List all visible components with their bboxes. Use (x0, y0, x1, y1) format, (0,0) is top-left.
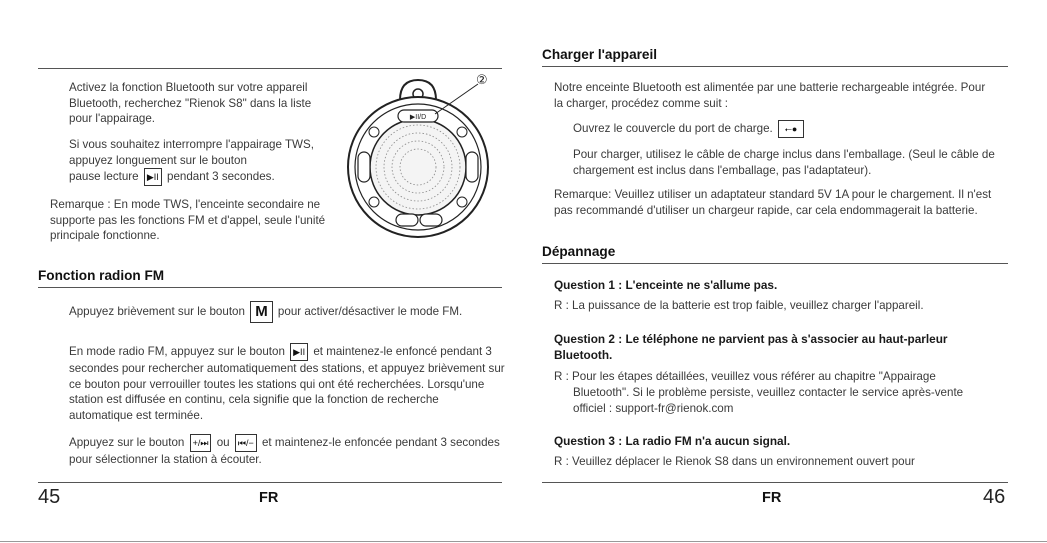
bluetooth-pairing-text: Activez la fonction Bluetooth sur votre appareil Bluetooth, recherchez "Rienok S8" dans la liste pour l'appairage. (69, 81, 312, 125)
question-1: Question 1 : L'enceinte ne s'allume pas. (554, 278, 778, 292)
answer-2-line-1: R : Pour les étapes détaillées, veuillez vous référer au chapitre "Appairage (554, 370, 936, 383)
answer-3: R : Veuillez déplacer le Rienok S8 dans un environnement ouvert pour (554, 455, 915, 468)
answer-2-rest: Bluetooth". Si le problème persiste, veuillez contacter le service après-vente officiel : support-fr@rienok.com (573, 386, 964, 415)
question-2: Question 2 : Le téléphone ne parvient pas à s'associer au haut-parleur Bluetooth. (554, 332, 948, 362)
footer-rule-left (38, 482, 502, 483)
tws-interrupt-text: Si vous souhaitez interrompre l'appairage TWS, appuyez longuement sur le bouton pause lecture ▶II pendant 3 secondes. (69, 137, 331, 186)
bottom-edge-rule (0, 541, 1047, 542)
page-number-right: 46 (983, 486, 1006, 508)
fm-toggle-text: Appuyez brièvement sur le bouton M pour activer/désactiver le mode FM. (69, 301, 505, 323)
speaker-diagram (340, 72, 500, 252)
play-pause-key-icon: ▶II (290, 343, 308, 361)
top-rule-left (38, 68, 502, 69)
charge-heading: Charger l'appareil (542, 47, 658, 62)
charge-intro: Notre enceinte Bluetooth est alimentée par une batterie rechargeable intégrée. Pour la charger, procédez comme suit : (554, 81, 986, 110)
fm-heading: Fonction radion FM (38, 268, 165, 283)
svg-text:▶II/D: ▶II/D (409, 114, 427, 121)
language-label-right: FR (762, 490, 782, 506)
charge-step-1: Ouvrez le couvercle du port de charge. ⭠● (573, 120, 1003, 138)
answer-1: R : La puissance de la batterie est trop faible, veuillez charger l'appareil. (554, 299, 924, 312)
charge-heading-rule (542, 66, 1008, 67)
charge-remark: Remarque: Veuillez utiliser un adaptateur standard 5V 1A pour le chargement. Il n'est pas recommandé d'utiliser un chargeur rapide, car cela endommagerait la batterie. (554, 188, 992, 217)
language-label-left: FR (259, 490, 279, 506)
fm-heading-rule (38, 287, 502, 288)
troubleshooting-rule (542, 263, 1008, 264)
charge-step-2: Pour charger, utilisez le câble de charge inclus dans l'emballage. (Seul le câble de chargement est inclus dans l'emballage, pas l'adaptateur). (573, 148, 995, 177)
callout-number: ② (476, 72, 488, 87)
troubleshooting-heading: Dépannage (542, 244, 616, 259)
fm-scan-text: En mode radio FM, appuyez sur le bouton ▶II et maintenez-le enfoncé pendant 3 secondes pour rechercher automatiquement des stations, et appuyez brièvement sur ce bouton pour verrouiller toutes les stations qui ont été recherchées. Lorsqu'une station est diffusée en continu, cela signifie que la fonction de recherche automatique est terminée. (69, 343, 505, 423)
question-3: Question 3 : La radio FM n'a aucun signal. (554, 434, 791, 448)
prev-key-icon: ⏮/− (235, 434, 257, 452)
next-key-icon: +/⏭ (190, 434, 212, 452)
play-pause-key-icon: ▶II (144, 168, 162, 186)
fm-select-text: Appuyez sur le bouton +/⏭ ou ⏮/− et maintenez-le enfoncée pendant 3 secondes pour sélectionner la station à écouter. (69, 434, 505, 468)
page-number-left: 45 (38, 486, 61, 508)
footer-rule-right (542, 482, 1008, 483)
tws-remark: Remarque : En mode TWS, l'enceinte secondaire ne supporte pas les fonctions FM et d'appel, seule l'unité principale fonctionne. (50, 198, 326, 242)
usb-icon: ⭠● (778, 120, 804, 138)
m-key-icon: M (250, 301, 273, 323)
